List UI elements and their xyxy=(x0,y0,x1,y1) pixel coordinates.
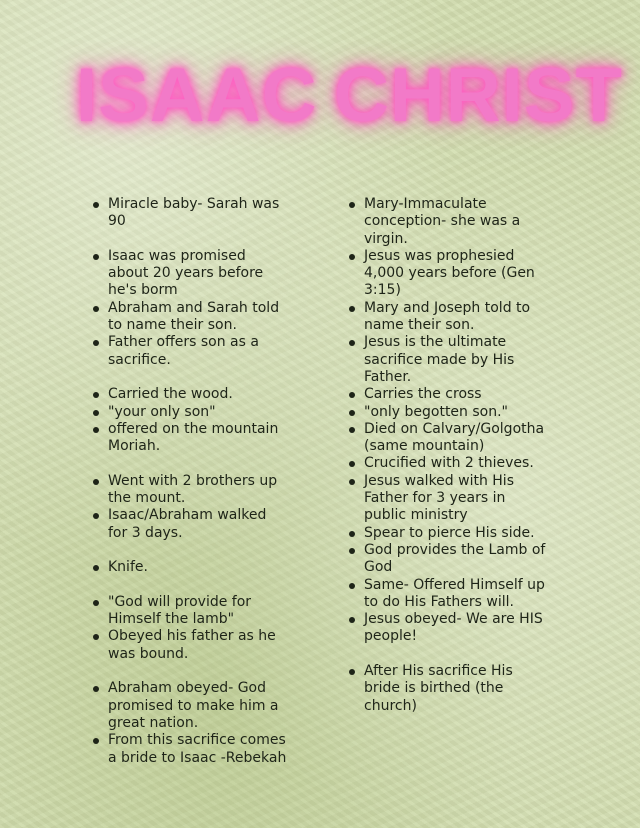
christ-item: Jesus obeyed- We are HIS people! xyxy=(346,611,546,646)
christ-item: God provides the Lamb of God xyxy=(346,542,546,577)
christ-item: Jesus is the ultimate sacrifice made by His Father. xyxy=(346,334,546,386)
isaac-item: "God will provide for Himself the lamb" xyxy=(90,594,290,629)
isaac-item: Father offers son as a sacrifice. xyxy=(90,334,290,369)
isaac-item: Went with 2 brothers up the mount. xyxy=(90,473,290,508)
isaac-item: "your only son" xyxy=(90,404,290,421)
isaac-item: Isaac/Abraham walked for 3 days. xyxy=(90,507,290,542)
isaac-item: From this sacrifice comes a bride to Isaac -Rebekah xyxy=(90,732,290,767)
christ-item: Jesus walked with His Father for 3 years in public ministry xyxy=(346,473,546,525)
christ-item: Died on Calvary/Golgotha (same mountain) xyxy=(346,421,546,456)
isaac-item: Abraham obeyed- God promised to make him a great nation. xyxy=(90,680,290,732)
christ-item: "only begotten son." xyxy=(346,404,546,421)
christ-item: Spear to pierce His side. xyxy=(346,525,546,542)
isaac-item: Carried the wood. xyxy=(90,386,290,403)
isaac-item: Obeyed his father as he was bound. xyxy=(90,628,290,663)
christ-item: After His sacrifice His bride is birthed (the church) xyxy=(346,663,546,715)
isaac-list xyxy=(90,196,290,767)
christ-item: Carries the cross xyxy=(346,386,546,403)
christ-item: Same- Offered Himself up to do His Fathers will. xyxy=(346,577,546,612)
isaac-item: Miracle baby- Sarah was 90 xyxy=(90,196,290,231)
christ-item: Jesus was prophesied 4,000 years before (Gen 3:15) xyxy=(346,248,546,300)
isaac-title: ISAAC xyxy=(76,53,318,138)
christ-item: Crucified with 2 thieves. xyxy=(346,455,546,472)
christ-item: Mary-Immaculate conception- she was a virgin. xyxy=(346,196,546,248)
isaac-item: Abraham and Sarah told to name their son. xyxy=(90,300,290,335)
isaac-item: offered on the mountain Moriah. xyxy=(90,421,290,456)
christ-item: Mary and Joseph told to name their son. xyxy=(346,300,546,335)
christ-title: CHRIST xyxy=(334,53,623,138)
christ-list xyxy=(346,196,546,715)
isaac-item: Knife. xyxy=(90,559,290,576)
isaac-item: Isaac was promised about 20 years before he's borm xyxy=(90,248,290,300)
